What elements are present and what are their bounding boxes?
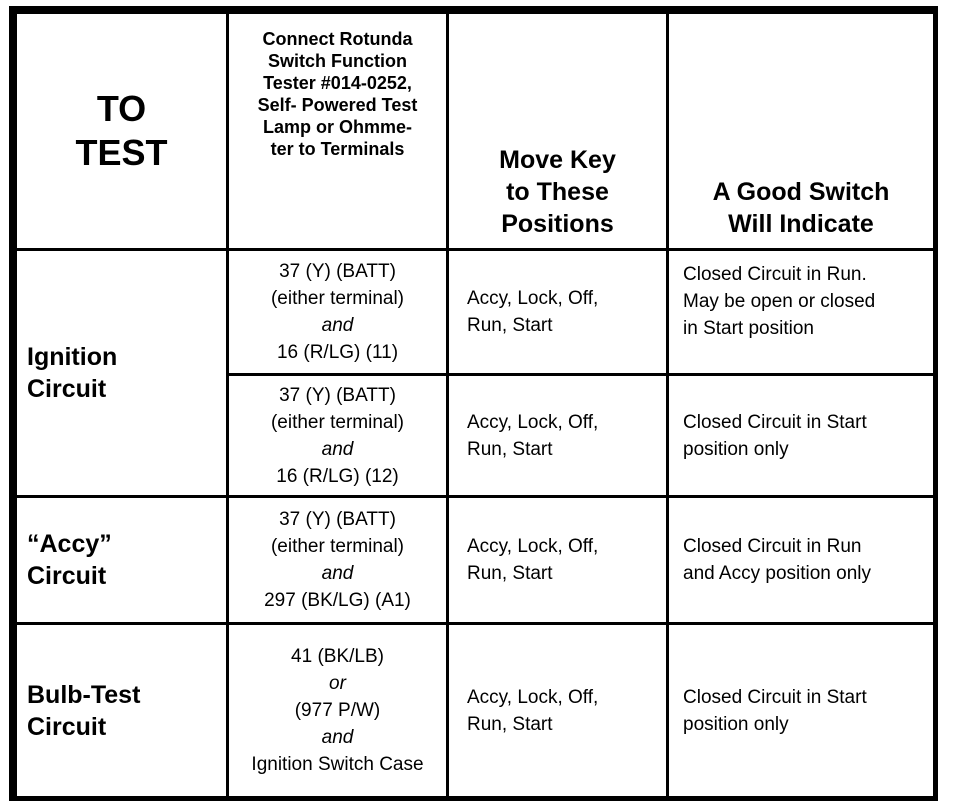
row-label-ignition — [16, 250, 228, 497]
position-line: Run, Start — [467, 438, 553, 460]
table-row — [16, 250, 935, 375]
header-connect-line: Lamp or Ohmme- — [262, 117, 413, 137]
row-label-accy — [16, 497, 228, 624]
indicate-line: position only — [683, 713, 789, 735]
positions-cell — [448, 375, 668, 497]
ignition-switch-test-table — [9, 6, 938, 801]
terminals-cell — [228, 375, 448, 497]
header-connect-line: Switch Function — [268, 51, 407, 71]
indicate-line: and Accy position only — [683, 563, 872, 584]
row-label-line: Ignition — [27, 343, 118, 371]
header-good-line: Will Indicate — [728, 210, 874, 238]
positions-cell — [448, 497, 668, 624]
position-line: Accy, Lock, Off, — [467, 686, 599, 708]
row-label-line: Bulb-Test — [27, 680, 141, 709]
terminal-conjunction: and — [321, 563, 354, 584]
indicate-line: in Start position — [683, 318, 814, 339]
row-label-line: Circuit — [27, 712, 107, 741]
table-row — [16, 624, 935, 798]
header-move-key — [448, 13, 668, 250]
header-good-switch — [668, 13, 935, 250]
header-to-test-line: TEST — [75, 132, 168, 173]
position-line: Accy, Lock, Off, — [467, 536, 599, 557]
terminals-cell — [228, 497, 448, 624]
terminal-line: (977 P/W) — [294, 700, 381, 721]
terminal-conjunction: and — [321, 438, 354, 460]
positions-cell — [448, 624, 668, 798]
header-connect — [228, 13, 448, 250]
row-label-bulb-test — [16, 624, 228, 798]
table-row — [16, 497, 935, 624]
indicate-line: position only — [683, 438, 789, 460]
terminal-line: 37 (Y) (BATT) — [279, 509, 396, 530]
terminals-cell — [228, 250, 448, 375]
terminal-line: 16 (R/LG) (12) — [276, 465, 399, 487]
row-label-line: Circuit — [27, 562, 107, 590]
test-table — [14, 11, 936, 799]
indicate-line: Closed Circuit in Run — [683, 536, 862, 557]
position-line: Accy, Lock, Off, — [467, 411, 599, 433]
terminal-line: 37 (Y) (BATT) — [279, 384, 396, 406]
terminal-line: 16 (R/LG) (11) — [276, 342, 399, 363]
header-good-line: A Good Switch — [712, 178, 890, 206]
indicate-cell — [668, 375, 935, 497]
header-to-test — [16, 13, 228, 250]
header-connect-line: ter to Terminals — [270, 139, 405, 159]
row-label-line: “Accy” — [27, 530, 112, 558]
indicate-line: Closed Circuit in Run. — [683, 264, 867, 285]
terminal-line: (either terminal) — [270, 288, 405, 309]
terminal-line: Ignition Switch Case — [251, 754, 424, 775]
terminal-conjunction: and — [321, 727, 354, 748]
terminal-conjunction: or — [329, 673, 346, 694]
terminal-conjunction: and — [321, 315, 354, 336]
header-move-line: Positions — [501, 210, 614, 238]
header-connect-line: Tester #014-0252, — [263, 73, 412, 93]
position-line: Run, Start — [467, 713, 553, 735]
header-connect-line: Self- Powered Test — [257, 95, 418, 115]
header-move-line: Move Key — [499, 146, 616, 174]
terminal-line: (either terminal) — [270, 411, 405, 433]
terminal-line: 37 (Y) (BATT) — [279, 261, 396, 282]
terminal-line: 297 (BK/LG) (A1) — [264, 590, 411, 611]
row-label-line: Circuit — [27, 375, 107, 403]
header-connect-line: Connect Rotunda — [262, 29, 413, 49]
indicate-cell — [668, 624, 935, 798]
header-to-test-line: TO — [96, 88, 147, 129]
header-row — [16, 13, 935, 250]
terminal-line: 41 (BK/LB) — [291, 646, 384, 667]
positions-cell — [448, 250, 668, 375]
indicate-cell — [668, 250, 935, 375]
position-line: Run, Start — [467, 315, 553, 336]
position-line: Accy, Lock, Off, — [467, 288, 599, 309]
indicate-line: Closed Circuit in Start — [683, 411, 867, 433]
position-line: Run, Start — [467, 563, 553, 584]
indicate-cell — [668, 497, 935, 624]
header-move-line: to These — [506, 178, 609, 206]
terminals-cell — [228, 624, 448, 798]
indicate-line: May be open or closed — [683, 291, 876, 312]
indicate-line: Closed Circuit in Start — [683, 686, 867, 708]
terminal-line: (either terminal) — [270, 536, 405, 557]
